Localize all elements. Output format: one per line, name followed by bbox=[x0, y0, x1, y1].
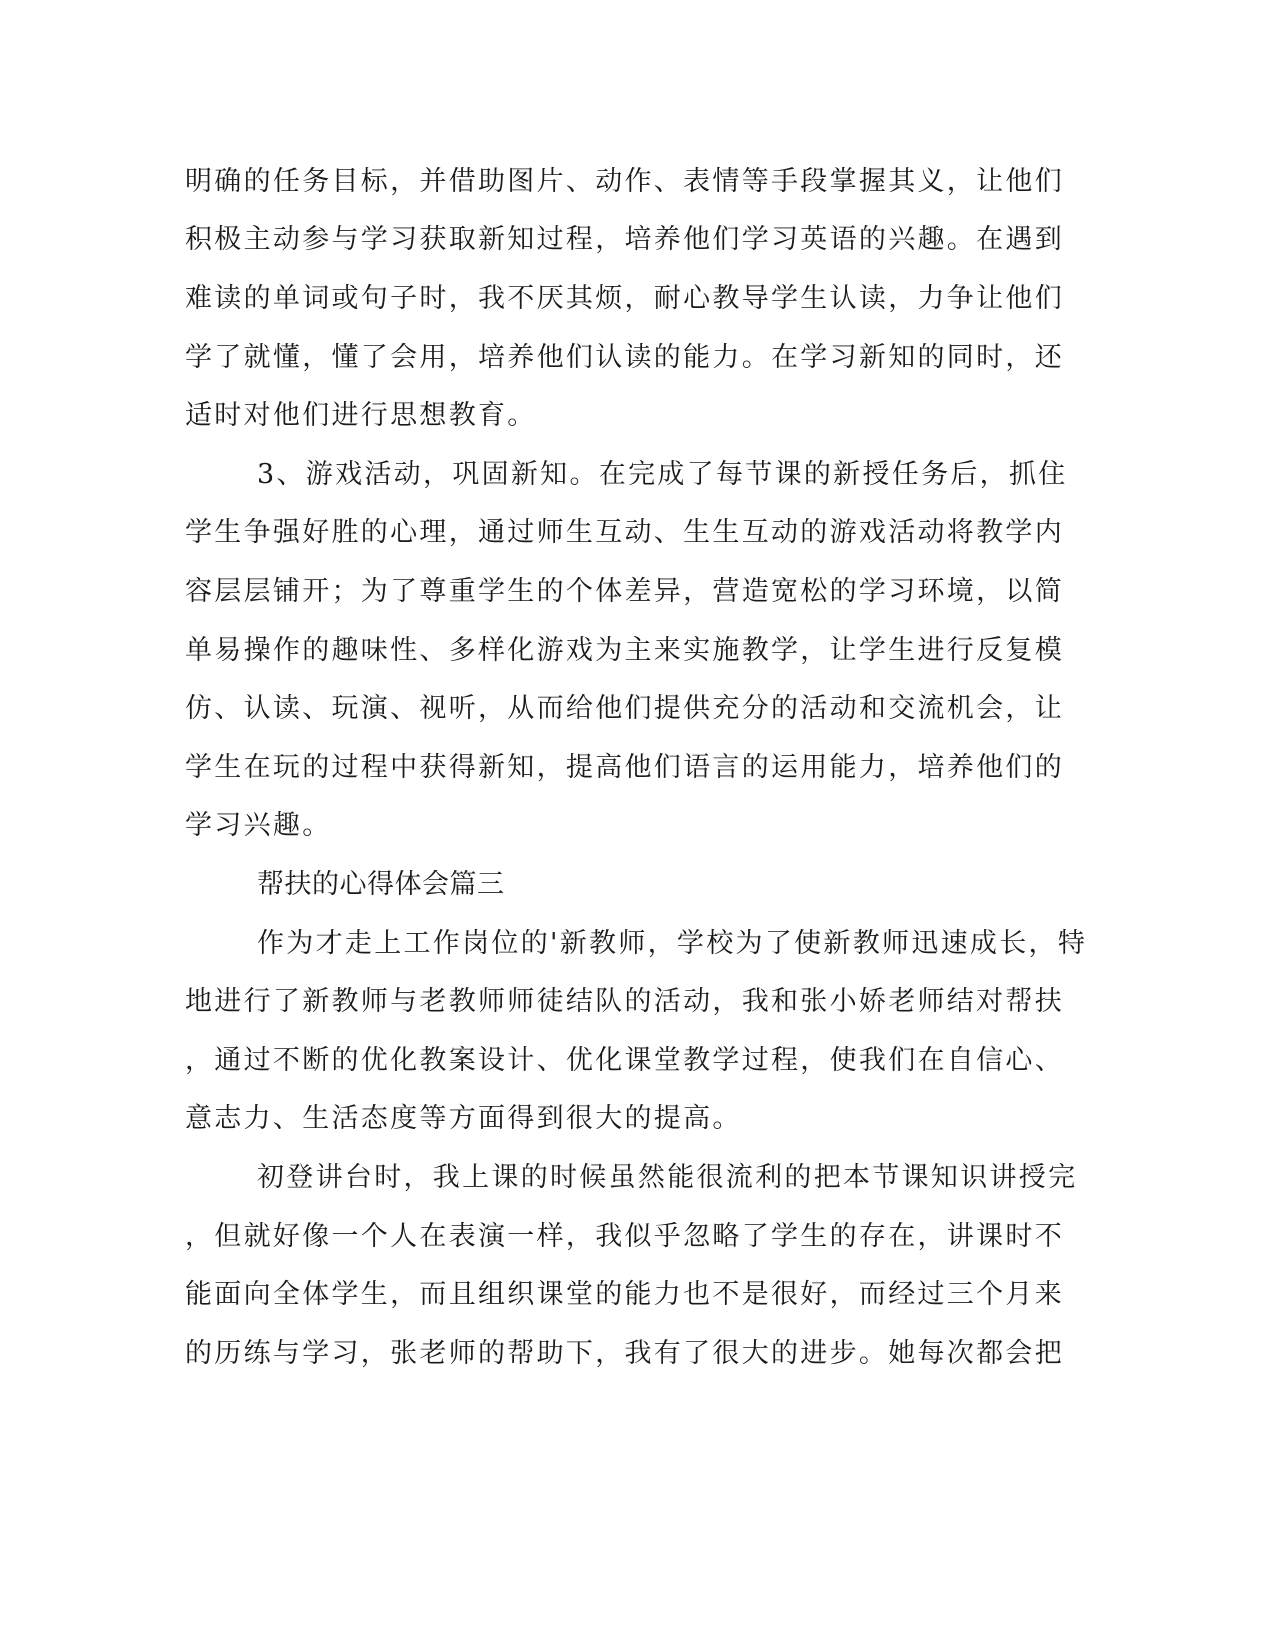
text-line: 学习兴趣。 bbox=[185, 810, 332, 841]
text-line: 积极主动参与学习获取新知过程，培养他们学习英语的兴趣。在遇到 bbox=[185, 224, 1064, 255]
text-line: 学生争强好胜的心理，通过师生互动、生生互动的游戏活动将教学内 bbox=[185, 517, 1064, 548]
text-line: 意志力、生活态度等方面得到很大的提高。 bbox=[185, 1103, 742, 1134]
text-line: 作为才走上工作岗位的'新教师，学校为了使新教师迅速成长，特 bbox=[257, 928, 1088, 959]
text-line: 学生在玩的过程中获得新知，提高他们语言的运用能力，培养他们的 bbox=[185, 752, 1064, 783]
section-heading: 帮扶的心得体会篇三 bbox=[257, 869, 505, 900]
text-line: 容层层铺开；为了尊重学生的个体差异，营造宽松的学习环境，以简 bbox=[185, 576, 1064, 607]
text-line: 地进行了新教师与老教师师徒结队的活动，我和张小娇老师结对帮扶 bbox=[185, 986, 1064, 1017]
text-line: 3、游戏活动，巩固新知。在完成了每节课的新授任务后，抓住 bbox=[257, 459, 1068, 490]
text-line: 能面向全体学生，而且组织课堂的能力也不是很好，而经过三个月来 bbox=[185, 1279, 1064, 1310]
text-line: 单易操作的趣味性、多样化游戏为主来实施教学，让学生进行反复模 bbox=[185, 635, 1064, 666]
text-line: 明确的任务目标，并借助图片、动作、表情等手段掌握其义，让他们 bbox=[185, 166, 1064, 197]
text-line: 仿、认读、玩演、视听，从而给他们提供充分的活动和交流机会，让 bbox=[185, 693, 1064, 724]
text-line: ，但就好像一个人在表演一样，我似乎忽略了学生的存在，讲课时不 bbox=[185, 1221, 1064, 1252]
text-line: 适时对他们进行思想教育。 bbox=[185, 400, 537, 431]
text-line: ，通过不断的优化教案设计、优化课堂教学过程，使我们在自信心、 bbox=[185, 1045, 1064, 1076]
text-line: 初登讲台时，我上课的时候虽然能很流利的把本节课知识讲授完 bbox=[257, 1162, 1078, 1193]
text-line: 难读的单词或句子时，我不厌其烦，耐心教导学生认读，力争让他们 bbox=[185, 283, 1064, 314]
text-line: 的历练与学习，张老师的帮助下，我有了很大的进步。她每次都会把 bbox=[185, 1338, 1064, 1369]
text-line: 学了就懂，懂了会用，培养他们认读的能力。在学习新知的同时，还 bbox=[185, 342, 1064, 373]
